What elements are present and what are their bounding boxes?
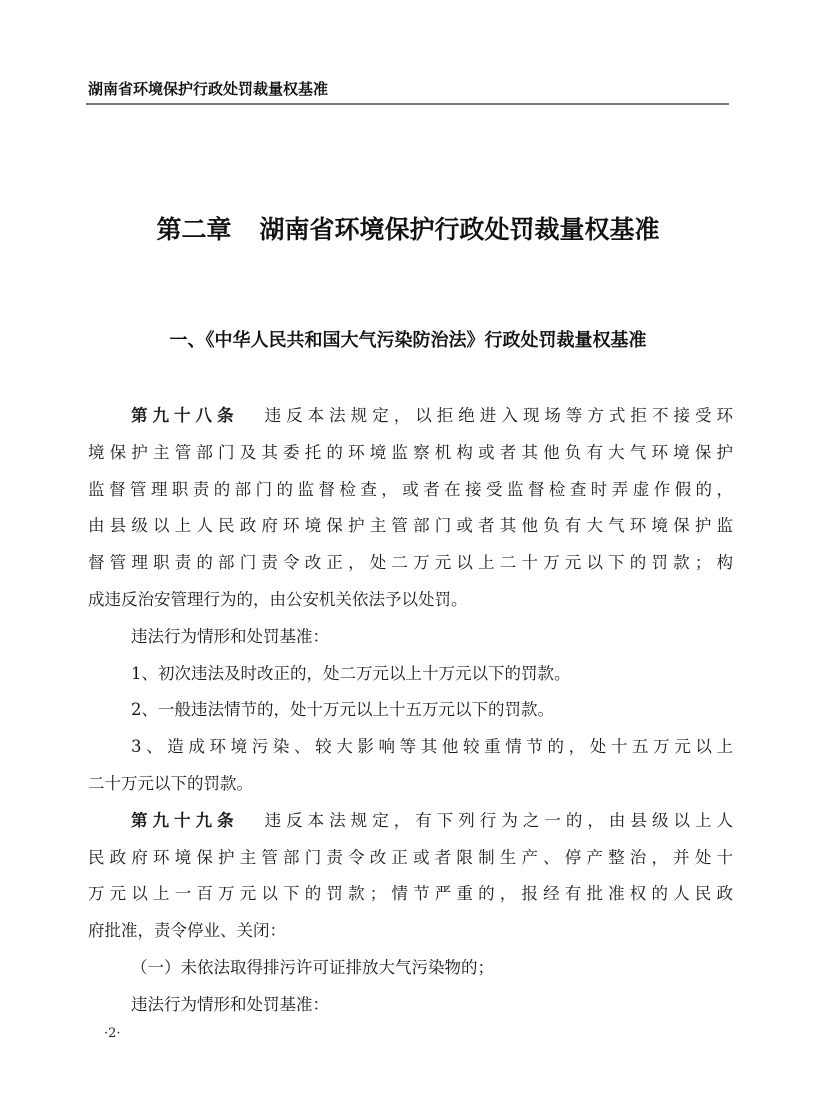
article-99-number: 第九十九条 <box>131 810 239 830</box>
header-rule <box>86 103 729 105</box>
chapter-title <box>0 210 816 246</box>
article-99-line: 万元以上一百万元以下的罚款；情节严重的，报经有批准权的人民政 <box>88 884 733 904</box>
running-head: 湖南省环境保护行政处罚裁量权基准 <box>88 80 329 98</box>
chapter-name: 湖南省环境保护行政处罚裁量权基准 <box>259 215 660 244</box>
criteria-heading: 违法行为情形和处罚基准： <box>131 626 329 646</box>
section-title: 一、《中华人民共和国大气污染防治法》行政处罚裁量权基准 <box>169 330 647 351</box>
document-body <box>88 398 733 1024</box>
article-98-number: 第九十八条 <box>131 406 239 425</box>
article-98-line: 督管理职责的部门责令改正，处二万元以上二十万元以下的罚款；构 <box>88 553 733 573</box>
criteria-item: 1、初次违法及时改正的，处二万元以上十万元以下的罚款。 <box>131 663 571 683</box>
criteria-item: 3、造成环境污染、较大影响等其他较重情节的，处十五万元以上 <box>131 737 733 757</box>
article-99-line: 民政府环境保护主管部门责令改正或者限制生产、停产整治，并处十 <box>88 847 733 867</box>
article-99-line: 府批准，责令停业、关闭： <box>88 921 286 941</box>
article-98-line: 由县级以上人民政府环境保护主管部门或者其他负有大气环境保护监 <box>88 516 733 536</box>
article-99-line: 第九十九条 违反本法规定，有下列行为之一的，由县级以上人 <box>131 810 734 830</box>
page-number: ·2· <box>104 1026 121 1041</box>
article-98-line: 成违反治安管理行为的，由公安机关依法予以处罚。 <box>88 589 468 609</box>
criteria-item-cont: 二十万元以下的罚款。 <box>88 773 253 793</box>
article-98-line: 监督管理职责的部门的监督检查，或者在接受监督检查时弄虚作假的， <box>88 479 733 499</box>
criteria-heading: 违法行为情形和处罚基准： <box>131 994 329 1014</box>
chapter-number: 第二章 <box>156 215 232 244</box>
article-98-line: 第九十八条 违反本法规定，以拒绝进入现场等方式拒不接受环 <box>131 406 734 425</box>
criteria-item: 2、一般违法情节的，处十万元以上十五万元以下的罚款。 <box>131 700 554 720</box>
article-98-line: 境保护主管部门及其委托的环境监察机构或者其他负有大气环境保护 <box>88 442 733 462</box>
article-99-item-1: （一）未依法取得排污许可证排放大气污染物的； <box>131 957 494 977</box>
